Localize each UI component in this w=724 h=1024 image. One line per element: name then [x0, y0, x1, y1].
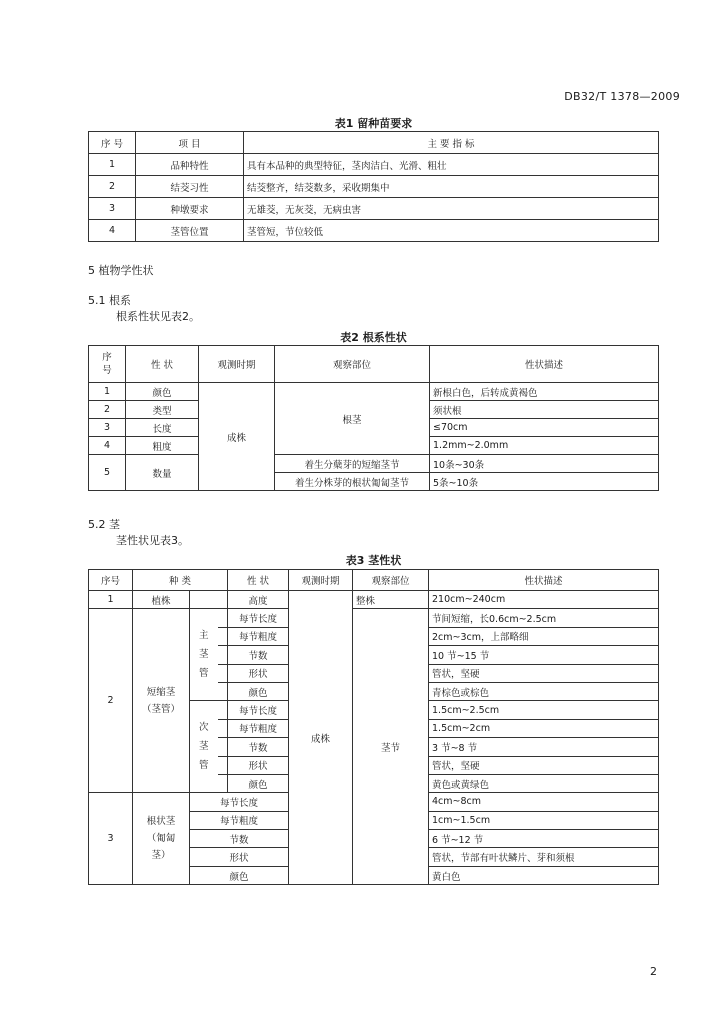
- header-cell: 性状描述: [429, 570, 659, 591]
- table-cell: 数量: [126, 455, 199, 491]
- table-cell: 2: [89, 401, 126, 419]
- table-cell: 颜色: [126, 383, 199, 401]
- table-cell: 须状根: [430, 401, 659, 419]
- table-cell: [190, 591, 228, 609]
- header-cell: 序 号: [89, 132, 136, 154]
- table-cell: 5条~10条: [430, 473, 659, 491]
- table-cell: 每节长度: [228, 609, 289, 627]
- table-cell: 着生分蘖芽的短缩茎节: [275, 455, 430, 473]
- table-cell: 颜色: [190, 866, 289, 884]
- header-cell: 种 类: [133, 570, 228, 591]
- table-cell: 1: [89, 154, 136, 176]
- table3-stem-traits: [88, 569, 659, 885]
- table-cell: 节数: [228, 646, 289, 664]
- table-cell: 短缩茎 （茎管）: [133, 609, 190, 793]
- table-cell: 类型: [126, 401, 199, 419]
- table-cell: 2cm~3cm，上部略细: [429, 627, 659, 645]
- table-cell: 长度: [126, 419, 199, 437]
- table-cell: 粗度: [126, 437, 199, 455]
- table-cell: ≤70cm: [430, 419, 659, 437]
- page-number: 2: [650, 965, 657, 978]
- table1-seed-requirements: [88, 131, 659, 242]
- table-cell: 10 节~15 节: [429, 646, 659, 664]
- table-row: [89, 591, 659, 609]
- table2-root-traits: [88, 345, 659, 491]
- header-cell: 主 要 指 标: [244, 132, 659, 154]
- table-cell: 无雄茭，无灰茭，无病虫害: [244, 198, 659, 220]
- table-cell: 颜色: [228, 682, 289, 700]
- table-row: [89, 609, 659, 627]
- table-cell: 210cm~240cm: [429, 591, 659, 609]
- table-row: [89, 220, 659, 242]
- table-cell: 节数: [228, 738, 289, 756]
- table-cell: 10条~30条: [430, 455, 659, 473]
- table-cell: 黄色或黄绿色: [429, 774, 659, 792]
- table-cell: 青棕色或棕色: [429, 682, 659, 700]
- table-row: [89, 176, 659, 198]
- table-cell: 每节粗度: [228, 719, 289, 737]
- table-cell: 3 节~8 节: [429, 738, 659, 756]
- table-row: [89, 198, 659, 220]
- table-cell: 1cm~1.5cm: [429, 811, 659, 829]
- table-cell: 着生分株芽的根状匍匐茎节: [275, 473, 430, 491]
- section-heading: 5.2 茎: [88, 518, 120, 531]
- table-row: [89, 455, 659, 473]
- header-cell: 性 状: [126, 346, 199, 383]
- header-cell: 性状描述: [430, 346, 659, 383]
- table-cell: 2: [89, 176, 136, 198]
- table-cell: 管状，节部有叶状鳞片、芽和须根: [429, 848, 659, 866]
- header-cell: 观察部位: [275, 346, 430, 383]
- table-header-row: [89, 346, 659, 383]
- section-heading: 5.1 根系: [88, 294, 131, 307]
- table-cell: 1.2mm~2.0mm: [430, 437, 659, 455]
- header-cell: 项 目: [136, 132, 244, 154]
- table-cell: 3: [89, 419, 126, 437]
- table-cell: 管状，坚硬: [429, 664, 659, 682]
- header-cell: 序号: [89, 570, 133, 591]
- table-cell: 成株: [289, 591, 353, 885]
- table-cell: 4cm~8cm: [429, 793, 659, 811]
- table2-caption: 表2 根系性状: [340, 331, 407, 344]
- table-cell: 新根白色，后转成黄褐色: [430, 383, 659, 401]
- table-cell: 黄白色: [429, 866, 659, 884]
- table-cell: 高度: [228, 591, 289, 609]
- table-cell: 种墩要求: [136, 198, 244, 220]
- table-row: [89, 154, 659, 176]
- section-heading: 5 植物学性状: [88, 264, 154, 277]
- table-cell: 根茎: [275, 383, 430, 455]
- table-cell: 每节长度: [228, 701, 289, 719]
- table1-caption: 表1 留种苗要求: [334, 117, 413, 130]
- table-cell: 结茭整齐，结茭数多，采收期集中: [244, 176, 659, 198]
- table-cell: 主 茎 管: [190, 609, 218, 701]
- table-cell: 形状: [228, 756, 289, 774]
- header-cell: 观测时期: [199, 346, 275, 383]
- table-cell: 6 节~12 节: [429, 830, 659, 848]
- table-cell: 4: [89, 437, 126, 455]
- document-code: DB32/T 1378—2009: [564, 90, 680, 103]
- table-cell: 1: [89, 383, 126, 401]
- table-cell: 1.5cm~2cm: [429, 719, 659, 737]
- table-cell: 植株: [133, 591, 190, 609]
- table-cell: 管状，坚硬: [429, 756, 659, 774]
- table-cell: 整株: [353, 591, 429, 609]
- table-cell: 1: [89, 591, 133, 609]
- header-cell: 观测时期: [289, 570, 353, 591]
- header-cell: 序 号: [89, 346, 126, 383]
- table-cell: 成株: [199, 383, 275, 491]
- header-cell: 性 状: [228, 570, 289, 591]
- table-cell: 节间短缩，长0.6cm~2.5cm: [429, 609, 659, 627]
- table-cell: 2: [89, 609, 133, 793]
- table-header-row: [89, 570, 659, 591]
- table-cell: 5: [89, 455, 126, 491]
- table-cell: 形状: [190, 848, 289, 866]
- table-cell: 具有本品种的典型特征，茎肉洁白、光滑、粗壮: [244, 154, 659, 176]
- table-cell: 4: [89, 220, 136, 242]
- table-header-row: [89, 132, 659, 154]
- table-cell: 茎节: [353, 609, 429, 885]
- table-cell: 1.5cm~2.5cm: [429, 701, 659, 719]
- table-cell: 形状: [228, 664, 289, 682]
- table-cell: 颜色: [228, 774, 289, 792]
- paragraph: 根系性状见表2。: [116, 310, 200, 323]
- table-cell: 次 茎 管: [190, 701, 218, 793]
- table-cell: 3: [89, 198, 136, 220]
- header-cell: 观察部位: [353, 570, 429, 591]
- table-cell: 3: [89, 793, 133, 885]
- table-cell: 品种特性: [136, 154, 244, 176]
- table-cell: 节数: [190, 830, 289, 848]
- table-cell: 每节粗度: [228, 627, 289, 645]
- paragraph: 茎性状见表3。: [116, 534, 189, 547]
- table-cell: 每节长度: [190, 793, 289, 811]
- table-cell: 茎管短，节位较低: [244, 220, 659, 242]
- table-cell: 结茭习性: [136, 176, 244, 198]
- table3-caption: 表3 茎性状: [345, 554, 402, 567]
- table-cell: 茎管位置: [136, 220, 244, 242]
- table-row: [89, 383, 659, 401]
- table-cell: 每节粗度: [190, 811, 289, 829]
- table-cell: 根状茎 （匍匐 茎）: [133, 793, 190, 885]
